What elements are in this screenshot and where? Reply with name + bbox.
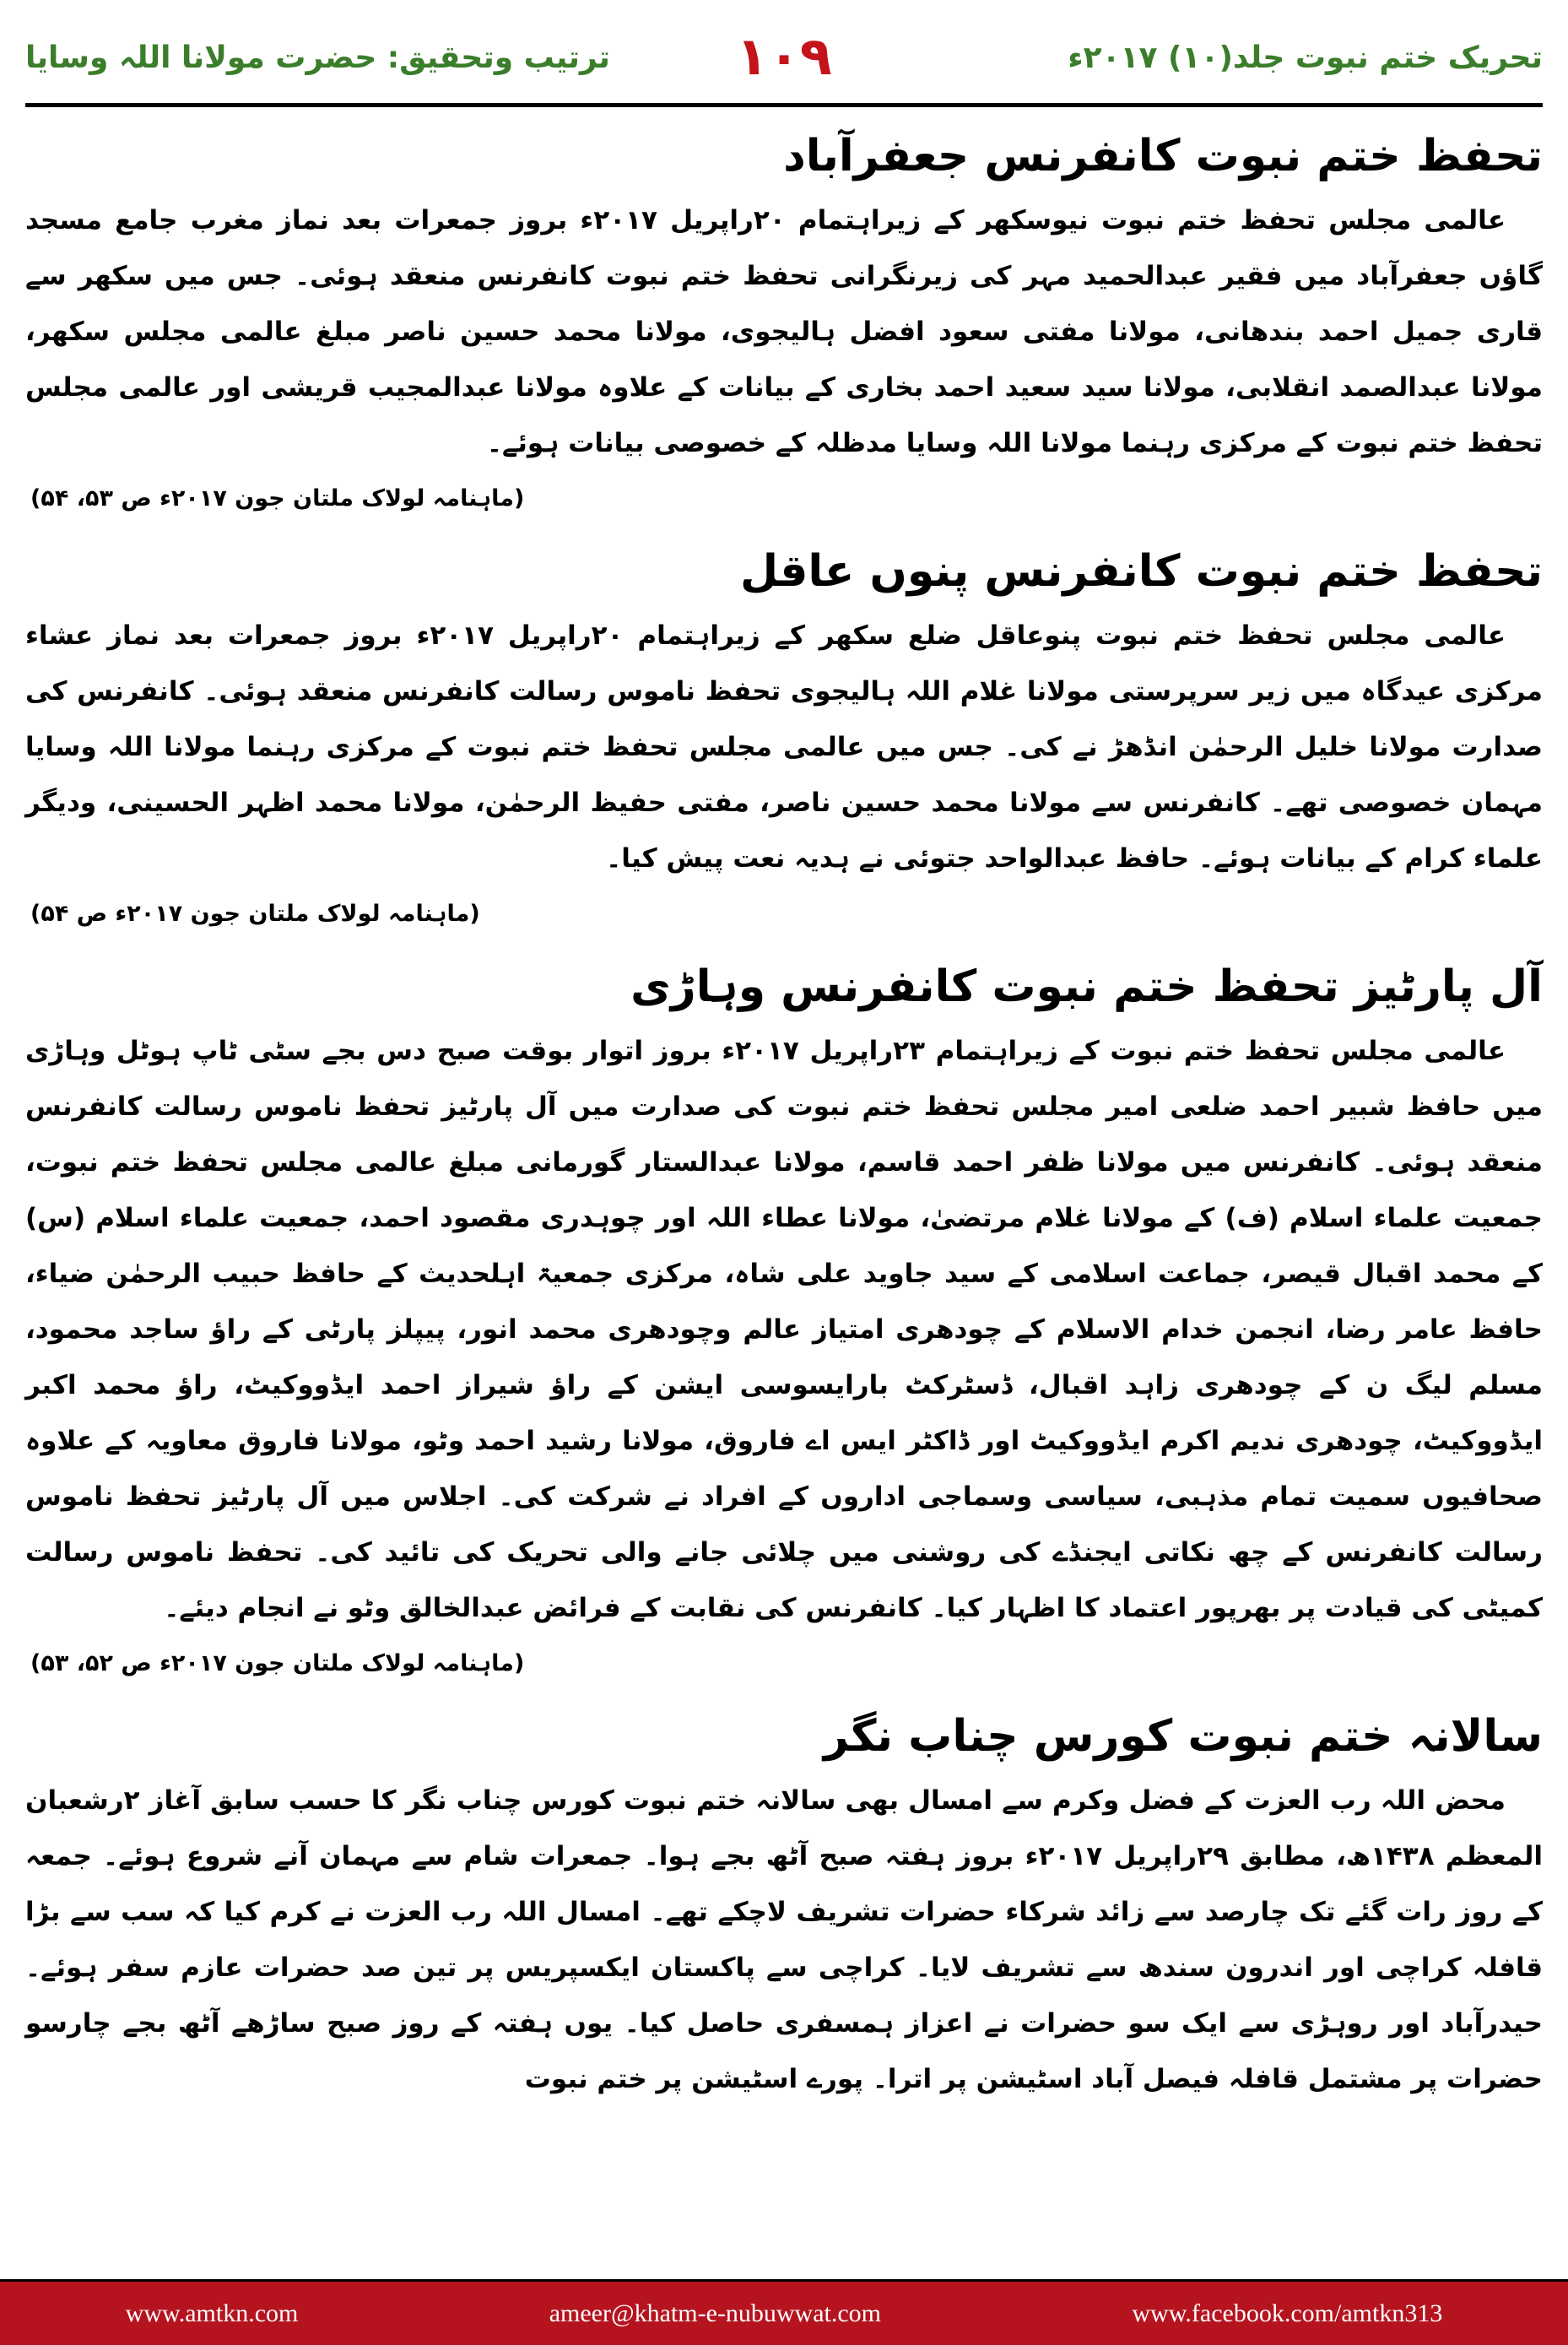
footer-bar [0,2279,1568,2345]
citation: (ماہنامہ لولاک ملتان جون ۲۰۱۷ء ص ۵۴) [30,901,480,927]
page-header [25,17,1543,110]
header-divider [25,103,1543,107]
article-body [25,127,1543,2107]
section-paragraph: عالمی مجلس تحفظ ختم نبوت کے زیراہتمام ۲۳راپریل ۲۰۱۷ء بروز اتوار بوقت صبح دس بجے سٹی ٹاپ ہوٹل وہاڑی میں حافظ شبیر احمد ضلعی امیر مجلس تحفظ ختم نبوت کی صدارت میں آل پارٹیز تحفظ ناموس رسالت کانفرنس منعقد ہوئی۔ کانفرنس میں مولانا ظفر احمد قاسم، مولانا عبدالستار گورمانی مبلغ عالمی مجلس تحفظ ختم نبوت، جمعیت علماء اسلام (ف) کے مولانا غلام مرتضیٰ، مولانا عطاء اللہ اور چوہدری مقصود احمد، جمعیت علماء اسلام (س) کے محمد اقبال قیصر، جماعت اسلامی کے سید جاوید علی شاہ، مرکزی جمعیۃ اہلحدیث کے حافظ حبیب الرحمٰن ضیاء، حافظ عامر رضا، انجمن خدام الاسلام کے چودھری امتیاز عالم وچودھری محمد انور، پیپلز پارٹی کے راؤ ساجد محمود، مسلم لیگ ن کے چودھری زاہد اقبال، ڈسٹرکٹ بارایسوسی ایشن کے راؤ شیراز احمد ایڈووکیٹ، راؤ محمد اکبر ایڈووکیٹ، چودھری ندیم اکرم ایڈووکیٹ اور ڈاکٹر ایس اے فاروق، مولانا رشید احمد وٹو، مولانا فاروق معاویہ کے علاوہ صحافیوں سمیت تمام مذہبی، سیاسی وسماجی اداروں کے افراد نے شرکت کی۔ اجلاس میں آل پارٹیز تحفظ ناموس رسالت کانفرنس کے چھ نکاتی ایجنڈے کی روشنی میں چلائی جانے والی تحریک کی تائید کی۔ تحفظ ناموس رسالت کمیٹی کی قیادت پر بھرپور اعتماد کا اظہار کیا۔ کانفرنس کی نقابت کے فرائض عبدالخالق وٹو نے انجام دیئے۔ [25,1036,1543,1623]
header-compiler-text: ترتیب وتحقیق: حضرت مولانا اللہ وسایا [25,41,610,75]
section-heading: سالانہ ختم نبوت کورس چناب نگر [823,1711,1543,1762]
section-paragraph: عالمی مجلس تحفظ ختم نبوت پنوعاقل ضلع سکھر کے زیراہتمام ۲۰راپریل ۲۰۱۷ء بروز جمعرات بعد نماز عشاء مرکزی عیدگاہ میں زیر سرپرستی مولانا غلام اللہ ہالیجوی تحفظ ناموس رسالت کانفرنس منعقد ہوئی۔ کانفرنس کی صدارت مولانا خلیل الرحمٰن انڈھڑ نے کی۔ جس میں عالمی مجلس تحفظ ختم نبوت کے مرکزی رہنما مولانا اللہ وسایا مہمان خصوصی تھے۔ کانفرنس سے مولانا محمد حسین ناصر، مفتی حفیظ الرحمٰن، مولانا محمد اظہر الحسینی، ودیگر علماء کرام کے بیانات ہوئے۔ حافظ عبدالواحد جتوئی نے ہدیہ نعت پیش کیا۔ [25,620,1543,874]
section-paragraph: عالمی مجلس تحفظ ختم نبوت نیوسکھر کے زیراہتمام ۲۰راپریل ۲۰۱۷ء بروز جمعرات بعد نماز مغرب جامع مسجد گاؤں جعفرآباد میں فقیر عبدالحمید مہر کی زیرنگرانی تحفظ ختم نبوت کانفرنس منعقد ہوئی۔ جس میں سکھر سے قاری جمیل احمد بندھانی، مولانا مفتی سعود افضل ہالیجوی، مولانا محمد حسین ناصر مبلغ عالمی مجلس سکھر، مولانا عبدالصمد انقلابی، مولانا سید سعید احمد بخاری کے بیانات کے علاوہ مولانا عبدالمجیب قریشی اور عالمی مجلس تحفظ ختم نبوت کے مرکزی رہنما مولانا اللہ وسایا مدظلہ کے خصوصی بیانات ہوئے۔ [25,205,1543,458]
citation: (ماہنامہ لولاک ملتان جون ۲۰۱۷ء ص ۵۲، ۵۳) [30,1650,525,1676]
section-heading: آل پارٹیز تحفظ ختم نبوت کانفرنس وہاڑی [630,961,1543,1012]
section-heading: تحفظ ختم نبوت کانفرنس پنوں عاقل [739,546,1543,597]
footer-email-link[interactable]: ameer@khatm-e-nubuwwat.com [549,2299,882,2327]
section-chenab-nagar [25,1707,1543,2107]
citation: (ماہنامہ لولاک ملتان جون ۲۰۱۷ء ص ۵۳، ۵۴) [30,485,525,512]
footer-facebook-link[interactable]: www.facebook.com/amtkn313 [1132,2299,1443,2327]
footer-website-link[interactable]: www.amtkn.com [125,2299,299,2327]
section-paragraph: محض اللہ رب العزت کے فضل وکرم سے امسال بھی سالانہ ختم نبوت کورس چناب نگر کا حسب سابق آغاز ۲رشعبان المعظم ۱۴۳۸ھ، مطابق ۲۹راپریل ۲۰۱۷ء بروز ہفتہ صبح آٹھ بجے ہوا۔ جمعرات شام سے مہمان آنے شروع ہوئے۔ جمعہ کے روز رات گئے تک چارصد سے زائد شرکاء حضرات تشریف لاچکے تھے۔ امسال اللہ رب العزت نے کرم کیا کہ سب سے بڑا قافلہ کراچی اور اندرون سندھ سے تشریف لایا۔ کراچی سے پاکستان ایکسپریس پر تین صد حضرات عازم سفر ہوئے۔ حیدرآباد اور روہڑی سے ایک سو حضرات نے اعزاز ہمسفری حاصل کیا۔ یوں ہفتہ کے روز صبح ساڑھے آٹھ بجے چارسو حضرات پر مشتمل قافلہ فیصل آباد اسٹیشن پر اترا۔ پورے اسٹیشن پر ختم نبوت [25,1785,1543,2094]
citation-line [25,1636,1543,1692]
header-book-title: تحریک ختم نبوت جلد(۱۰) ۲۰۱۷ء [1068,41,1543,75]
section-vehari [25,957,1543,1692]
citation-line [25,886,1543,942]
section-heading: تحفظ ختم نبوت کانفرنس جعفرآباد [783,131,1543,181]
section-pano-aqil [25,542,1543,942]
page-number: ۱۰۹ [736,25,832,87]
citation-line [25,471,1543,527]
section-jafarabad [25,127,1543,527]
